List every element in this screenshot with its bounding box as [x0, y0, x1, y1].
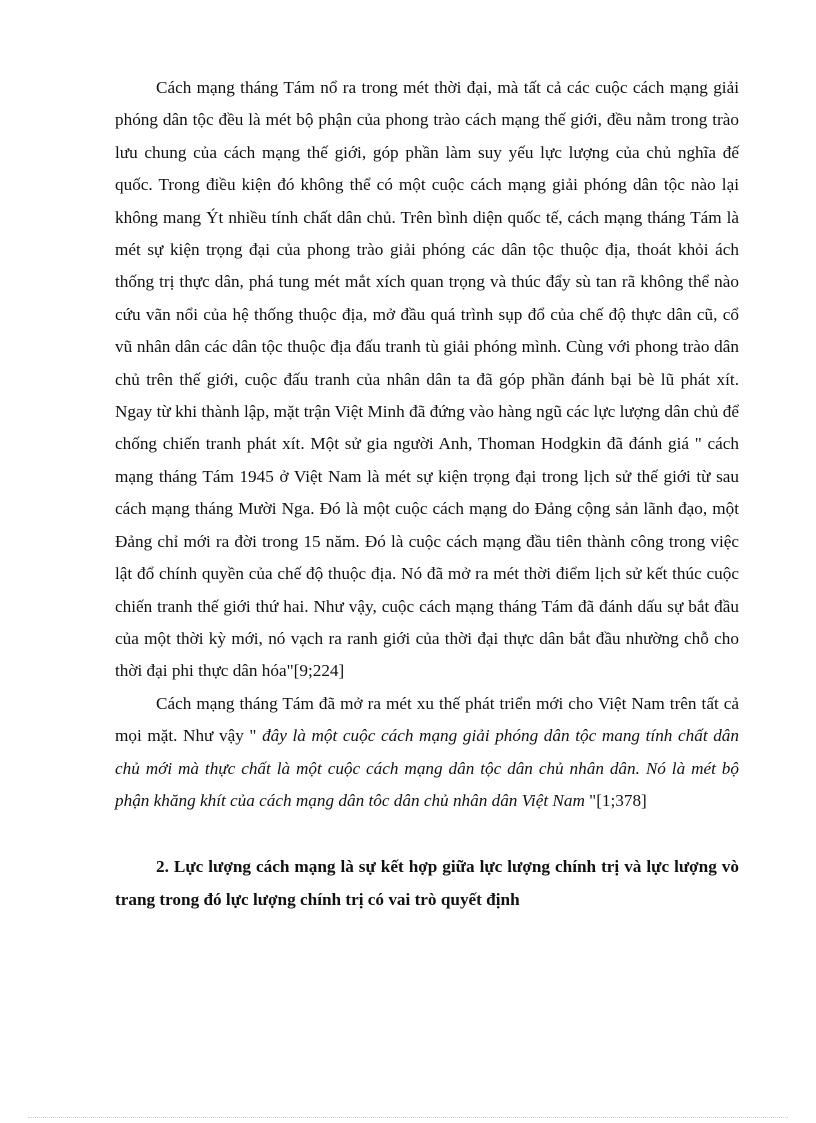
paragraph-2-quote-italic: đây là một cuộc cách mạng giải phóng dân tộc mang tính chất dân chủ mới mà thực chất là một cuộc cách mạng dân tộc dân chủ nhân dân. Nó là mét bộ phận khăng khít của cách mạng dân tôc dân chủ nhân dân Việt Nam — [115, 726, 739, 810]
document-page — [115, 72, 739, 916]
paragraph-1 — [115, 72, 739, 688]
page-bottom-divider — [28, 1117, 788, 1118]
paragraph-1-text: Cách mạng tháng Tám nổ ra trong mét thời đại, mà tất cả các cuộc cách mạng giải phóng dân tộc đều là mét bộ phận của phong trào cách mạng thế giới, đều nằm trong trào lưu chung của cách mạng thế giới, góp phần làm suy yếu lực lượng của chủ nghĩa đế quốc. Trong điều kiện đó không thể có một cuộc cách mạng giải phóng dân tộc nào lại không mang Ýt nhiều tính chất dân chủ. Trên bình diện quốc tế, cách mạng tháng Tám là mét sự kiện trọng đại của phong trào giải phóng các dân tộc thuộc địa, thoát khỏi ách thống trị thực dân, phá tung mét mắt xích quan trọng và thúc đẩy sù tan rã không thể nào cứu vãn nổi của hệ thống thuộc địa, mở đầu quá trình sụp đổ của chế độ thực dân cũ, cổ vũ nhân dân các dân tộc thuộc địa đấu tranh tù giải phóng mình. Cùng với phong trào dân chủ trên thế giới, cuộc đấu tranh của nhân dân ta đã góp phần đánh bại bè lũ phát xít. Ngay từ khi thành lập, mặt trận Việt Minh đã đứng vào hàng ngũ các lực lượng dân chủ để chống chiến tranh phát xít. Một sử gia người Anh, Thoman Hodgkin đã đánh giá " cách mạng tháng Tám 1945 ở Việt Nam là mét sự kiện trọng đại trong lịch sử thế giới từ sau cách mạng tháng Mười Nga. Đó là một cuộc cách mạng do Đảng cộng sản lãnh đạo, một Đảng chỉ mới ra đời trong 15 năm. Đó là cuộc cách mạng đầu tiên thành công trong việc lật đổ chính quyền của chế độ thuộc địa. Nó đã mở ra mét thời điểm lịch sử kết thúc cuộc chiến tranh thế giới thứ hai. Như vậy, cuộc cách mạng tháng Tám đã đánh dấu sự bắt đầu của một thời kỳ mới, nó vạch ra ranh giới của thời đại thực dân bắt đầu nhường chỗ cho thời đại phi thực dân hóa"[9;224] — [115, 78, 739, 681]
paragraph-2-citation: "[1;378] — [589, 790, 647, 810]
paragraph-2-text-before: Cách mạng tháng Tám đã mở ra mét xu thế phát triển mới cho Việt Nam trên tất cả mọi mặt. Như vậy " — [115, 693, 739, 746]
section-heading: 2. Lực lượng cách mạng là sự kết hợp giữa lực lượng chính trị và lực lượng vò trang trong đó lực lượng chính trị có vai trò quyết định — [115, 857, 739, 909]
paragraph-2 — [115, 688, 739, 818]
